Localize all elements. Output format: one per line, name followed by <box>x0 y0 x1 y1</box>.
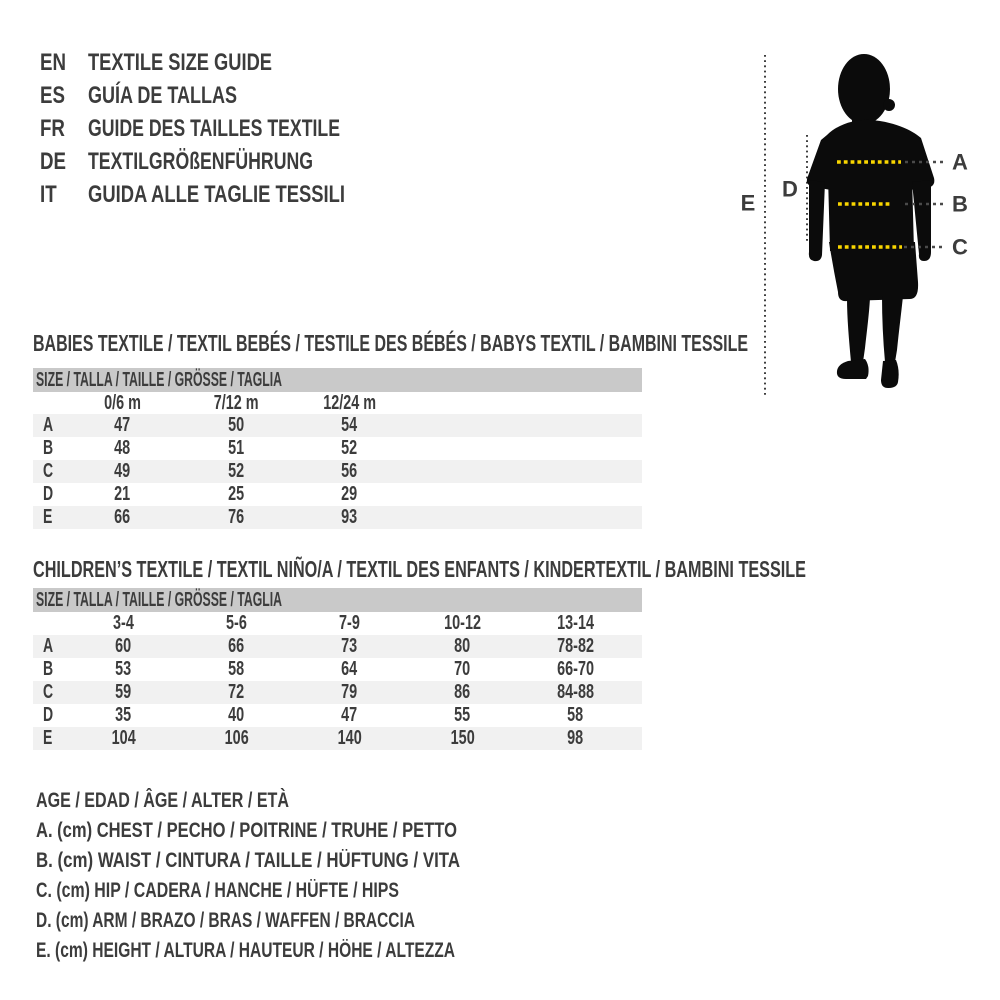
filler-cell <box>632 635 642 658</box>
legend-line-height: E. (cm) HEIGHT / ALTURA / HAUTEUR / HÖHE / ALTEZZA <box>36 939 455 962</box>
language-title-text: TEXTILE SIZE GUIDE <box>88 49 272 76</box>
table-cell: 76 <box>227 506 245 528</box>
babies-size-table <box>33 368 642 529</box>
table-cell: 73 <box>341 635 358 657</box>
filler-cell <box>632 658 642 681</box>
filler-cell <box>405 392 642 414</box>
legend-line-arm: D. (cm) ARM / BRAZO / BRAS / WAFFEN / BRACCIA <box>36 909 415 932</box>
children-column-header-row <box>33 612 642 635</box>
table-row <box>33 483 642 506</box>
filler-cell <box>632 612 642 635</box>
column-header: 12/24 m <box>323 392 376 414</box>
table-cell: 79 <box>341 681 358 703</box>
figure-label-D: D <box>782 176 798 202</box>
table-cell: 47 <box>341 704 358 726</box>
babies-section-heading <box>33 332 1000 355</box>
language-row-en <box>40 46 430 79</box>
table-cell: 84-88 <box>557 681 594 703</box>
row-label: C <box>43 460 54 482</box>
row-label: D <box>43 704 54 726</box>
table-row <box>33 460 642 483</box>
table-cell: 150 <box>450 727 475 749</box>
table-row <box>33 635 642 658</box>
language-code-text: DE <box>40 148 67 175</box>
legend-line-waist: B. (cm) WAIST / CINTURA / TAILLE / HÜFTUNG / VITA <box>36 849 460 872</box>
table-cell: 35 <box>115 704 132 726</box>
language-code <box>40 145 88 178</box>
table-row <box>33 681 642 704</box>
column-header: 7/12 m <box>213 392 259 414</box>
size-header-bar <box>33 368 642 392</box>
language-code <box>40 178 88 211</box>
table-row <box>33 704 642 727</box>
table-cell: 40 <box>228 704 245 726</box>
column-header: 5-6 <box>226 612 247 634</box>
column-header: 13-14 <box>557 612 594 634</box>
table-cell: 66 <box>114 506 131 528</box>
filler-cell <box>405 414 642 437</box>
filler-cell <box>632 681 642 704</box>
language-code <box>40 46 88 79</box>
language-title-text: GUIDA ALLE TAGLIE TESSILI <box>88 181 345 208</box>
table-cell: 72 <box>228 681 245 703</box>
size-bar-text: SIZE / TALLA / TAILLE / GRÖSSE / TAGLIA <box>36 589 282 611</box>
filler-cell <box>632 704 642 727</box>
measurement-legend <box>36 786 601 966</box>
table-cell: 29 <box>341 483 358 505</box>
table-cell: 54 <box>341 414 358 436</box>
filler-cell <box>405 506 642 529</box>
table-cell: 58 <box>567 704 584 726</box>
language-code-text: ES <box>40 82 65 109</box>
row-label: C <box>43 681 54 703</box>
table-cell: 50 <box>227 414 245 436</box>
language-code <box>40 112 88 145</box>
table-cell: 66 <box>228 635 245 657</box>
filler-cell <box>405 483 642 506</box>
figure-label-E: E <box>740 190 756 216</box>
children-section-heading <box>33 558 1000 581</box>
row-label: E <box>43 506 53 528</box>
size-header-bar <box>33 588 642 612</box>
language-row-es <box>40 79 430 112</box>
legend-line-chest: A. (cm) CHEST / PECHO / POITRINE / TRUHE / PETTO <box>36 819 457 842</box>
table-cell: 47 <box>114 414 131 436</box>
table-row <box>33 506 642 529</box>
row-label: E <box>43 727 53 749</box>
empty-cell <box>33 612 67 635</box>
language-code-text: EN <box>40 49 67 76</box>
table-cell: 140 <box>337 727 362 749</box>
table-cell: 104 <box>111 727 136 749</box>
column-header: 7-9 <box>339 612 360 634</box>
table-cell: 56 <box>341 460 358 482</box>
table-cell: 80 <box>454 635 471 657</box>
language-code-text: IT <box>40 181 57 208</box>
table-cell: 52 <box>227 460 245 482</box>
table-cell: 58 <box>228 658 245 680</box>
table-cell: 52 <box>341 437 358 459</box>
table-cell: 70 <box>454 658 471 680</box>
filler-cell <box>405 460 642 483</box>
table-cell: 86 <box>454 681 471 703</box>
language-title-text: TEXTILGRÖßENFÜHRUNG <box>88 148 313 175</box>
table-row <box>33 437 642 460</box>
legend-line-hip: C. (cm) HIP / CADERA / HANCHE / HÜFTE / HIPS <box>36 879 399 902</box>
language-row-de <box>40 145 430 178</box>
language-title-text: GUÍA DE TALLAS <box>88 82 237 109</box>
table-cell: 60 <box>115 635 132 657</box>
figure-label-A: A <box>952 149 968 175</box>
table-cell: 49 <box>114 460 131 482</box>
babies-heading-text: BABIES TEXTILE / TEXTIL BEBÉS / TESTILE DES BÉBÉS / BABYS TEXTIL / BAMBINI TESSILE <box>33 330 748 356</box>
table-cell: 51 <box>227 437 245 459</box>
filler-cell <box>632 727 642 750</box>
table-cell: 78-82 <box>557 635 594 657</box>
children-size-table <box>33 588 642 750</box>
table-cell: 66-70 <box>557 658 594 680</box>
row-label: A <box>43 414 54 436</box>
language-row-fr <box>40 112 430 145</box>
language-row-it <box>40 178 430 211</box>
column-header: 0/6 m <box>104 392 141 414</box>
language-code-text: FR <box>40 115 65 142</box>
table-cell: 25 <box>227 483 245 505</box>
children-heading-text: CHILDREN’S TEXTILE / TEXTIL NIÑO/A / TEXTIL DES ENFANTS / KINDERTEXTIL / BAMBINI TESSILE <box>33 556 806 582</box>
table-row <box>33 727 642 750</box>
figure-label-B: B <box>952 191 968 217</box>
empty-cell <box>33 392 67 414</box>
table-cell: 106 <box>224 727 249 749</box>
table-cell: 59 <box>115 681 132 703</box>
table-cell: 53 <box>115 658 132 680</box>
table-cell: 48 <box>114 437 131 459</box>
figure-label-C: C <box>952 234 968 260</box>
table-cell: 21 <box>114 483 131 505</box>
language-code <box>40 79 88 112</box>
language-title-text: GUIDE DES TAILLES TEXTILE <box>88 115 340 142</box>
table-cell: 93 <box>341 506 358 528</box>
row-label: A <box>43 635 54 657</box>
babies-column-header-row <box>33 392 642 414</box>
table-row <box>33 658 642 681</box>
table-row <box>33 414 642 437</box>
table-cell: 55 <box>454 704 471 726</box>
size-bar-text: SIZE / TALLA / TAILLE / GRÖSSE / TAGLIA <box>36 369 282 391</box>
language-title-block <box>40 46 430 211</box>
row-label: D <box>43 483 54 505</box>
column-header: 3-4 <box>113 612 134 634</box>
table-cell: 98 <box>567 727 584 749</box>
row-label: B <box>43 437 54 459</box>
row-label: B <box>43 658 54 680</box>
legend-line-age: AGE / EDAD / ÂGE / ALTER / ETÀ <box>36 789 289 812</box>
filler-cell <box>405 437 642 460</box>
column-header: 10-12 <box>444 612 481 634</box>
table-cell: 64 <box>341 658 358 680</box>
